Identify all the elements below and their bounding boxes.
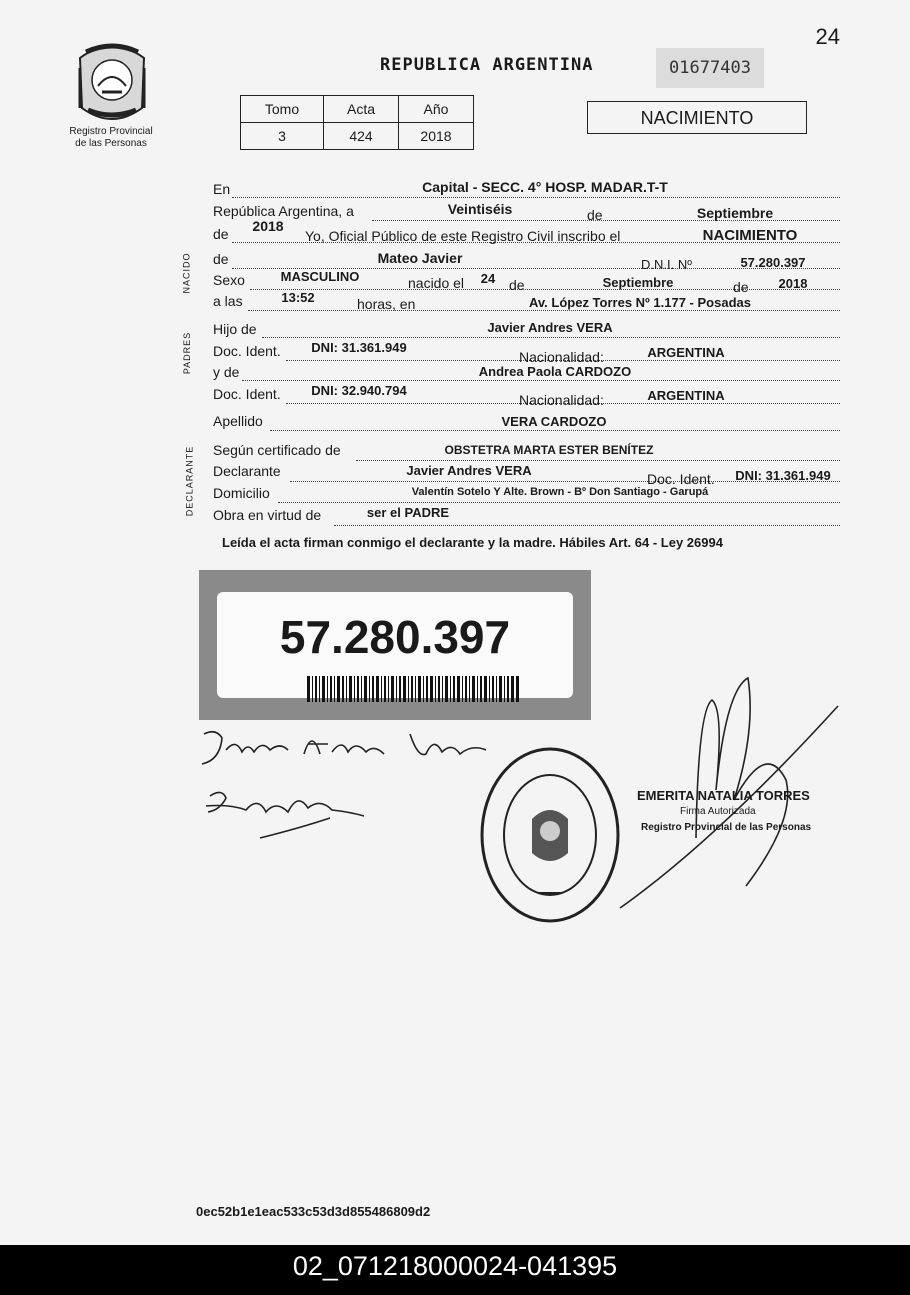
label-oficial: Yo, Oficial Público de este Registro Civil inscribo el xyxy=(305,228,621,244)
registry-caption-line2: de las Personas xyxy=(75,138,147,149)
label-en: En xyxy=(213,181,231,197)
field-birth-day: 24 xyxy=(480,271,496,286)
field-month: Septiembre xyxy=(696,205,774,221)
field-sexo: MASCULINO xyxy=(280,269,360,284)
registry-stamp-icon xyxy=(478,745,622,925)
label-hijo: Hijo de xyxy=(213,321,257,337)
field-birth-place: Av. López Torres Nº 1.177 - Posadas xyxy=(529,295,751,310)
field-birth-month: Septiembre xyxy=(602,275,674,290)
serial-number: 01677403 xyxy=(656,48,764,88)
field-certificado: OBSTETRA MARTA ESTER BENÍTEZ xyxy=(444,443,654,457)
label-republica: República Argentina, a xyxy=(213,203,354,219)
label-nacido: nacido el xyxy=(408,275,465,291)
label-sexo: Sexo xyxy=(213,272,245,288)
misiones-coat-of-arms-icon xyxy=(72,38,152,126)
field-day: Veintiséis xyxy=(447,201,513,217)
record-type-box: NACIMIENTO xyxy=(587,101,807,134)
side-label-declarante: DECLARANTE xyxy=(184,445,195,517)
dotted-line xyxy=(250,289,840,290)
field-father-name: Javier Andres VERA xyxy=(487,320,613,335)
label-apellido: Apellido xyxy=(213,413,263,429)
side-label-padres: PADRES xyxy=(182,331,193,375)
label-nacionalidad-father: Nacionalidad: xyxy=(519,349,604,365)
table-header-ano: Año xyxy=(399,96,474,123)
label-obra: Obra en virtud de xyxy=(213,507,322,523)
field-birth-year: 2018 xyxy=(778,276,808,291)
label-de-birth-year: de xyxy=(733,279,749,295)
label-y-de: y de xyxy=(213,364,240,380)
table-header-acta: Acta xyxy=(324,96,399,123)
dotted-line xyxy=(248,310,840,311)
field-declarante: Javier Andres VERA xyxy=(406,463,532,478)
dotted-line xyxy=(262,337,840,338)
field-location: Capital - SECC. 4° HOSP. MADAR.T-T xyxy=(422,179,668,195)
registry-caption-line1: Registro Provincial xyxy=(69,126,153,137)
label-de-birth: de xyxy=(509,277,525,293)
table-value-acta: 424 xyxy=(324,123,399,150)
dotted-line xyxy=(270,430,840,431)
field-act-type: NACIMIENTO xyxy=(702,227,798,244)
country-title: REPUBLICA ARGENTINA xyxy=(380,55,594,75)
dotted-line xyxy=(242,380,840,381)
page-number: 24 xyxy=(815,24,840,49)
label-de-name: de xyxy=(213,251,229,267)
label-alas: a las xyxy=(213,293,243,309)
dotted-line xyxy=(356,460,840,461)
official-role: Firma Autorizada xyxy=(680,806,756,817)
field-mother-nationality: ARGENTINA xyxy=(647,388,725,403)
label-horas: horas, en xyxy=(357,296,416,312)
barcode-number: 57.280.397 xyxy=(279,611,511,663)
label-de-year: de xyxy=(213,226,229,242)
dotted-line xyxy=(232,197,840,198)
field-domicilio: Valentín Sotelo Y Alte. Brown - Bº Don Santiago - Garupá xyxy=(411,486,709,498)
field-year: 2018 xyxy=(252,218,284,234)
field-birth-time: 13:52 xyxy=(281,290,315,305)
official-office: Registro Provincial de las Personas xyxy=(641,822,812,833)
label-dni: D.N.I. Nº xyxy=(641,257,692,272)
signature-note: Leída el acta firman conmigo el declarante y la madre. Hábiles Art. 64 - Ley 26994 xyxy=(222,535,723,550)
mother-signature-icon xyxy=(200,782,370,852)
table-header-tomo: Tomo xyxy=(241,96,324,123)
dotted-line xyxy=(278,502,840,503)
file-id-bar xyxy=(0,1245,910,1295)
field-mother-dni: DNI: 32.940.794 xyxy=(311,383,407,398)
field-mother-name: Andrea Paola CARDOZO xyxy=(478,364,632,379)
dni-barcode-label xyxy=(199,570,591,720)
table-value-ano: 2018 xyxy=(399,123,474,150)
barcode-panel xyxy=(217,592,573,698)
label-doc-mother: Doc. Ident. xyxy=(213,386,281,402)
field-father-nationality: ARGENTINA xyxy=(647,345,725,360)
father-signature-icon xyxy=(196,724,506,768)
field-child-dni: 57.280.397 xyxy=(740,255,806,270)
field-declarante-dni: DNI: 31.361.949 xyxy=(735,468,831,483)
side-label-nacido: NACIDO xyxy=(181,252,192,294)
label-nacionalidad-mother: Nacionalidad: xyxy=(519,392,604,408)
field-apellido: VERA CARDOZO xyxy=(501,414,607,429)
field-child-name: Mateo Javier xyxy=(377,250,463,266)
label-domicilio: Domicilio xyxy=(213,485,270,501)
field-obra: ser el PADRE xyxy=(366,505,450,520)
table-value-tomo: 3 xyxy=(241,123,324,150)
label-declarante: Declarante xyxy=(213,463,281,479)
label-certificado: Según certificado de xyxy=(213,442,341,458)
registry-caption xyxy=(52,126,170,150)
label-de: de xyxy=(587,207,603,223)
dotted-line xyxy=(334,525,840,526)
document-hash: 0ec52b1e1eac533c53d3d855486809d2 xyxy=(196,1204,431,1219)
field-father-dni: DNI: 31.361.949 xyxy=(311,340,407,355)
label-doc-declarante: Doc. Ident. xyxy=(647,471,715,487)
barcode-bars-icon xyxy=(307,676,519,702)
file-id: 02_071218000024-041395 xyxy=(292,1251,618,1281)
tomo-acta-ano-table xyxy=(240,95,474,150)
official-name: EMERITA NATALIA TORRES xyxy=(637,788,810,803)
label-doc-father: Doc. Ident. xyxy=(213,343,281,359)
